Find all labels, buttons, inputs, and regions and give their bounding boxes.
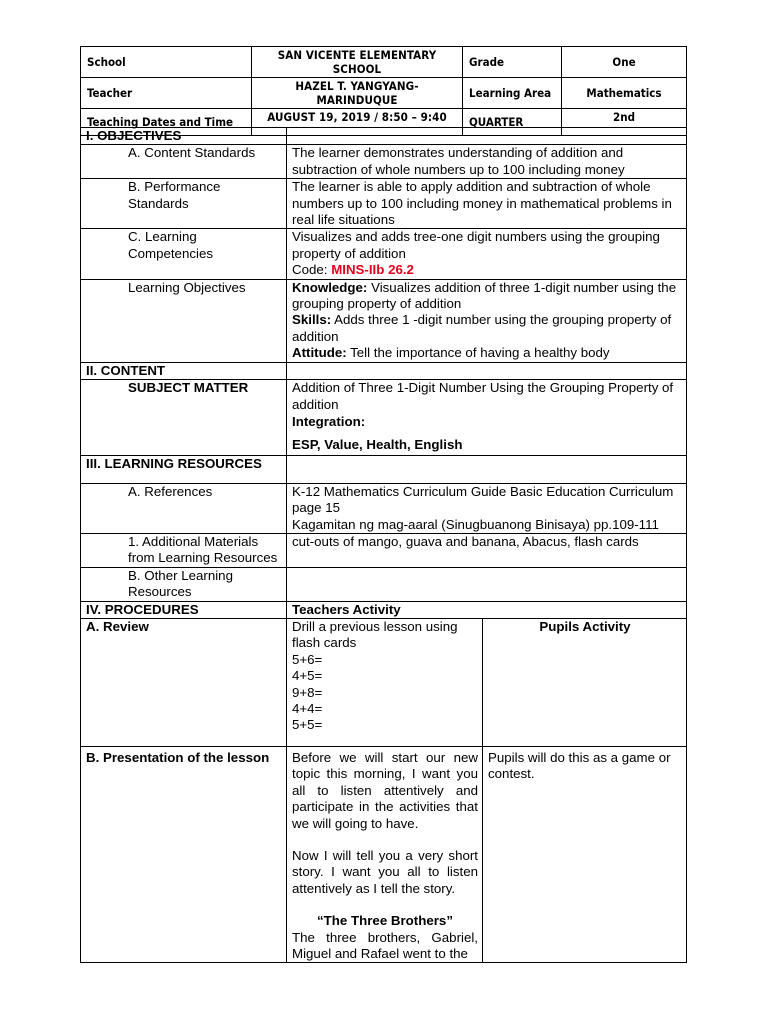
grade-value: One xyxy=(562,47,687,78)
reference-line-2: Kagamitan ng mag-aaral (Sinugbuanong Binisaya) pp.109-111 xyxy=(292,516,659,532)
pupils-activity-heading: Pupils Activity xyxy=(483,618,687,746)
school-label: School xyxy=(81,47,252,78)
story-title: “The Three Brothers” xyxy=(317,913,453,929)
header-info-table xyxy=(80,46,687,136)
references-label: A. References xyxy=(81,483,287,533)
learning-area-label: Learning Area xyxy=(463,78,562,109)
drill-item: 5+6= xyxy=(292,651,323,667)
performance-standards-label: B. Performance Standards xyxy=(81,179,287,229)
knowledge-text: Visualizes addition of three 1-digit number using the grouping property of addition xyxy=(292,279,677,312)
review-cell xyxy=(287,618,483,746)
skills-text: Adds three 1 -digit number using the grouping property of addition xyxy=(292,312,672,344)
competencies-text: Visualizes and adds tree-one digit numbers using the grouping property of addition xyxy=(292,229,660,261)
subject-matter-text: Addition of Three 1-Digit Number Using the Grouping Property of addition xyxy=(292,380,674,412)
integration-label: Integration: xyxy=(292,413,366,429)
review-label: A. Review xyxy=(81,618,287,746)
competencies-label: C. Learning Competencies xyxy=(81,229,287,279)
drill-item: 9+8= xyxy=(292,684,323,700)
objectives-heading: I. OBJECTIVES xyxy=(81,128,287,145)
dates-value: AUGUST 19, 2019 / 8:50 – 9:40 xyxy=(252,109,463,136)
presentation-cell xyxy=(287,746,483,962)
presentation-label: B. Presentation of the lesson xyxy=(81,746,287,962)
drill-item: 5+5= xyxy=(292,717,323,733)
teacher-value: HAZEL T. YANGYANG-MARINDUQUE xyxy=(252,78,463,109)
attitude-label: Attitude: xyxy=(292,345,347,361)
teachers-activity-heading: Teachers Activity xyxy=(287,601,687,618)
subject-matter-label: SUBJECT MATTER xyxy=(81,380,287,456)
school-value: SAN VICENTE ELEMENTARY SCHOOL xyxy=(252,47,463,78)
subject-matter-cell xyxy=(287,380,687,456)
content-standards-label: A. Content Standards xyxy=(81,145,287,179)
learning-objectives-label: Learning Objectives xyxy=(81,279,287,362)
quarter-label: QUARTER xyxy=(463,109,562,136)
references-cell xyxy=(287,483,687,533)
code-label: Code: xyxy=(292,262,328,278)
attitude-text: Tell the importance of having a healthy body xyxy=(350,345,610,361)
integration-text: ESP, Value, Health, English xyxy=(292,437,463,453)
other-resources-text xyxy=(287,567,687,601)
content-heading: II. CONTENT xyxy=(81,362,287,379)
other-resources-label: B. Other Learning Resources xyxy=(81,567,287,601)
lesson-plan-table xyxy=(80,127,687,963)
quarter-value: 2nd xyxy=(562,109,687,136)
content-heading-empty xyxy=(287,362,687,379)
pupils-presentation-text: Pupils will do this as a game or contest. xyxy=(483,746,687,962)
procedures-heading: IV. PROCEDURES xyxy=(81,601,287,618)
review-intro: Drill a previous lesson using flash cards xyxy=(292,618,458,651)
drill-item: 4+4= xyxy=(292,701,323,716)
skills-label: Skills: xyxy=(292,312,332,328)
drill-item: 4+5= xyxy=(292,668,323,684)
presentation-paragraph-1: Before we will start our new topic this morning, I want you all to listen attentively and participate in the activities that we will going to have. xyxy=(292,749,478,831)
additional-materials-label: 1. Additional Materials from Learning Resources xyxy=(81,533,287,567)
presentation-paragraph-2: Now I will tell you a very short story. I want you all to listen attentively as I tell the story. xyxy=(292,848,478,896)
performance-standards-text: The learner is able to apply addition and subtraction of whole numbers up to 100 including money in mathematical problems in real life situations xyxy=(287,179,687,229)
reference-line-1: K-12 Mathematics Curriculum Guide Basic Education Curriculum page 15 xyxy=(292,483,674,516)
competency-code: MINS-IIb 26.2 xyxy=(331,262,414,278)
grade-label: Grade xyxy=(463,47,562,78)
resources-heading: III. LEARNING RESOURCES xyxy=(81,455,287,483)
dates-label: Teaching Dates and Time xyxy=(81,109,252,136)
learning-area-value: Mathematics xyxy=(562,78,687,109)
teacher-label: Teacher xyxy=(81,78,252,109)
knowledge-label: Knowledge: xyxy=(292,279,368,295)
content-standards-text: The learner demonstrates understanding of addition and subtraction of whole numbers up to 100 including money xyxy=(287,145,687,179)
additional-materials-text: cut-outs of mango, guava and banana, Abacus, flash cards xyxy=(287,533,687,567)
objectives-heading-empty xyxy=(287,128,687,145)
resources-heading-empty xyxy=(287,455,687,483)
competencies-cell xyxy=(287,229,687,279)
learning-objectives-cell xyxy=(287,279,687,362)
story-text: The three brothers, Gabriel, Miguel and Rafael went to the xyxy=(292,929,478,962)
